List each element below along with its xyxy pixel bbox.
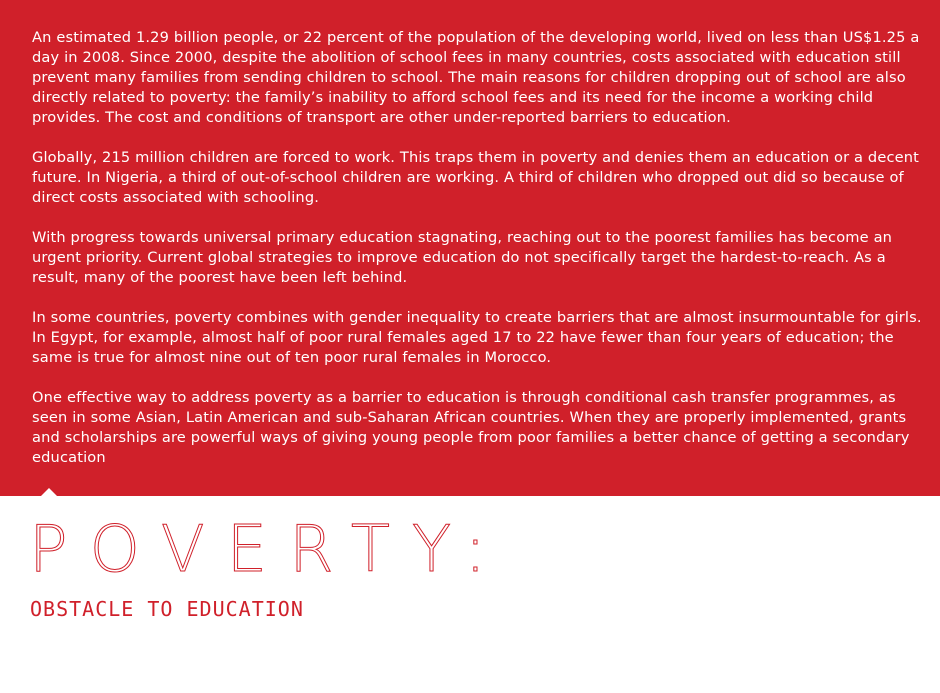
paragraph-2: Globally, 215 million children are forced to work. This traps them in poverty and denies them an education or a decent future. In Nigeria, a third of out-of-school children are working. A third of children who dropped out did so because of direct costs associated with schooling.: [32, 149, 920, 206]
panel-notch: [41, 488, 57, 496]
paragraph-4: In some countries, poverty combines with gender inequality to create barriers that are almost insurmountable for girls. In Egypt, for example, almost half of poor rural females aged 17 to 22 have fewer than four years of education; the same is true for almost nine out of ten poor rural females in Morocco.: [32, 309, 922, 366]
page-title: POVERTY:: [29, 513, 509, 587]
paragraph-1: An estimated 1.29 billion people, or 22 percent of the population of the developing world, lived on less than US$1.25 a day in 2008. Since 2000, despite the abolition of school fees in many countries, costs associated with education still prevent many families from sending children to school. The main reasons for children dropping out of school are also directly related to poverty: the family’s inability to afford school fees and its need for the income a working child provides. The cost and conditions of transport are other under-reported barriers to education.: [32, 29, 920, 126]
body-text: [32, 28, 928, 488]
page-subtitle: OBSTACLE TO EDUCATION: [30, 597, 304, 621]
paragraph-5: One effective way to address poverty as a barrier to education is through conditional cash transfer programmes, as seen in some Asian, Latin American and sub-Saharan African countries. When they are properly implemented, grants and scholarships are powerful ways of giving young people from poor families a better chance of getting a secondary education: [32, 389, 910, 466]
paragraph-3: With progress towards universal primary education stagnating, reaching out to the poorest families has become an urgent priority. Current global strategies to improve education do not specifically target the hardest-to-reach. As a result, many of the poorest have been left behind.: [32, 229, 893, 286]
